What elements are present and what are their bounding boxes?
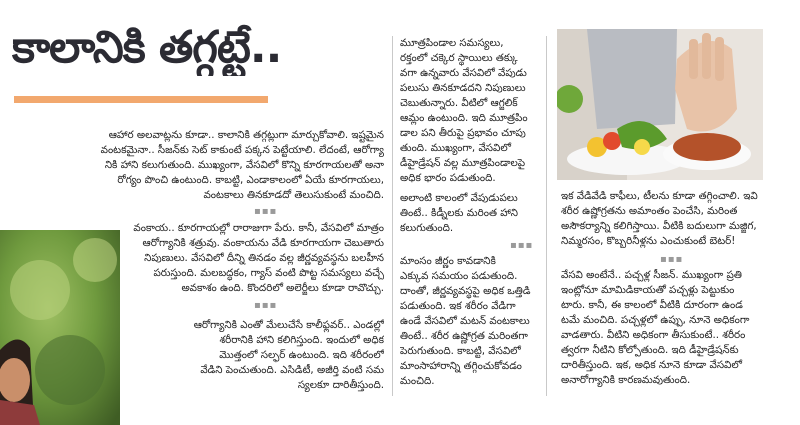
person-photo (0, 230, 120, 425)
meat-paragraph: మాంసం జీర్ణం కావడానికి ఎక్కువ సమయం పడుతుంది. దాంతో, జీర్ణవ్యవస్థపై అధిక ఒత్తిడి పడుతుంది. ఇక శరీరం వేడిగా ఉండే వేసవిలో మటన్ వంటకాలు తింటే.. శరీర ఉష్ణోగ్రత మరింతగా పెరుగుతుంది. కాబట్టి, వేసవిలో మాంసాహారాన్ని తగ్గించుకోవడం మంచిది. (400, 255, 531, 387)
separator-4: ▪▪▪ (660, 254, 684, 265)
brinjal-paragraph: వంకాయ.. కూరగాయల్లో రారాజుగా పేరు. కానీ, వేసవిలో మాత్రం ఆరోగ్యానికి శత్రువు. వంకాయను వేడి కూరగాయగా చెబుతారు నిపుణులు. వేసవిలో దీన్ని తినడం వల్ల జీర్ణవ్యవస్థను బలహీన పరుస్తుంది. మలబద్ధకం, గ్యాస్ వంటి పొట్ట సమస్యలు వచ్చే అవకాశం ఉంది. కొందరిలో అలెర్జీలు కూడా రావొచ్చు. (133, 222, 384, 294)
separator-3: ▪▪▪ (510, 240, 534, 251)
separator-1: ▪▪▪ (254, 206, 278, 217)
food-refusal-photo (557, 29, 763, 180)
pickle-paragraph: వేసవి అంటేనే.. పచ్చళ్ల సీజన్. ముఖ్యంగా ప్రతి ఇంట్లోనూ మామిడికాయతో పచ్చళ్లు పెట్టుకుం టారు. కానీ, ఈ కాలంలో వీటికి దూరంగా ఉండ టమే మంచిది. పచ్చళ్లలో ఉప్పు, నూనె అధికంగా వాడతారు. వీటిని అధికంగా తీసుకుంటే.. శరీరం త్వరగా నీటిని కోల్పోతుంది. ఇది డీహైడ్రేషన్‌కు దారితీస్తుంది. ఇక, అధిక నూనె కూడా వేసవిలో అనారోగ్యానికి కారణమవుతుంది. (561, 269, 750, 386)
headline: కాలానికి తగ్గట్టే.. (12, 22, 282, 73)
fried-food-paragraph-cont: అలాంటి కాలంలో వేపుడుపలు తింటే.. కిడ్నీలకు మరింత హాని కలుగుతుంది. (400, 192, 518, 234)
column-divider-2 (546, 36, 547, 396)
cauliflower-paragraph: ఆరోగ్యానికి ఎంతో మేలుచేసే కాలీఫ్లవర్.. ఎండల్లో శరీరానికి హాని కలిగిస్తుంది. ఇందులో అధిక మొత్తంలో సల్ఫర్ ఉంటుంది. ఇది శరీరంలో వేడిని పెంచుతుంది. ఎసిడిటీ, అజీర్తి వంటి సమ స్యలకూ దారితీస్తుంది. (193, 319, 384, 391)
intro-paragraph: ఆహార అలవాట్లను కూడా.. కాలానికి తగ్గట్లుగా మార్చుకోవాలి. ఇష్టమైన వంటకమైనా.. సీజన్‌కు సెట్ కాకుంటే పక్కన పెట్టేయాలి. లేదంటే, ఆరోగ్యా నికి హాని కలుగుతుంది. ముఖ్యంగా, వేసవిలో కొన్ని కూరగాయలతో అనా రోగ్యం పొంచి ఉంటుంది. కాబట్టి, ఎండాకాలంలో ఏయే కూరగాయలు, వంటకాలు తినకూడదో తెలుసుకుంటే మంచిది. (100, 129, 384, 201)
coffee-tea-paragraph: ఇక వేడివేడి కాఫీలు, టీలను కూడా తగ్గించాలి. ఇవి శరీర ఉష్ణోగ్రతను అమాంతం పెంచేసి, మరింత అసౌకర్యాన్ని కలిగిస్తాయి. వీటికి బదులుగా మజ్జిగ, నిమ్మరసం, కొబ్బరినీళ్లను ఎంచుకుంటే బెటర్! (561, 190, 758, 247)
headline-underline (14, 96, 268, 103)
column-divider-1 (392, 36, 393, 396)
separator-2: ▪▪▪ (254, 300, 278, 311)
fried-food-paragraph: మూత్రపిండాల సమస్యలు, రక్తంలో చక్కెర స్థాయిలు తక్కు వగా ఉన్నవారు వేసవిలో వేపుడు పలుసు తినకూడదని నిపుణులు చెబుతున్నారు. వీటిలో ఆగ్జలిక్ ఆమ్లం ఉంటుంది. ఇది మూత్రపిం డాల పని తీరుపై ప్రభావం చూపు తుంది. ముఖ్యంగా, వేసవిలో డీహైడ్రేషన్ వల్ల మూత్రపిండాలపై అధిక భారం పడుతుంది. (400, 37, 528, 184)
